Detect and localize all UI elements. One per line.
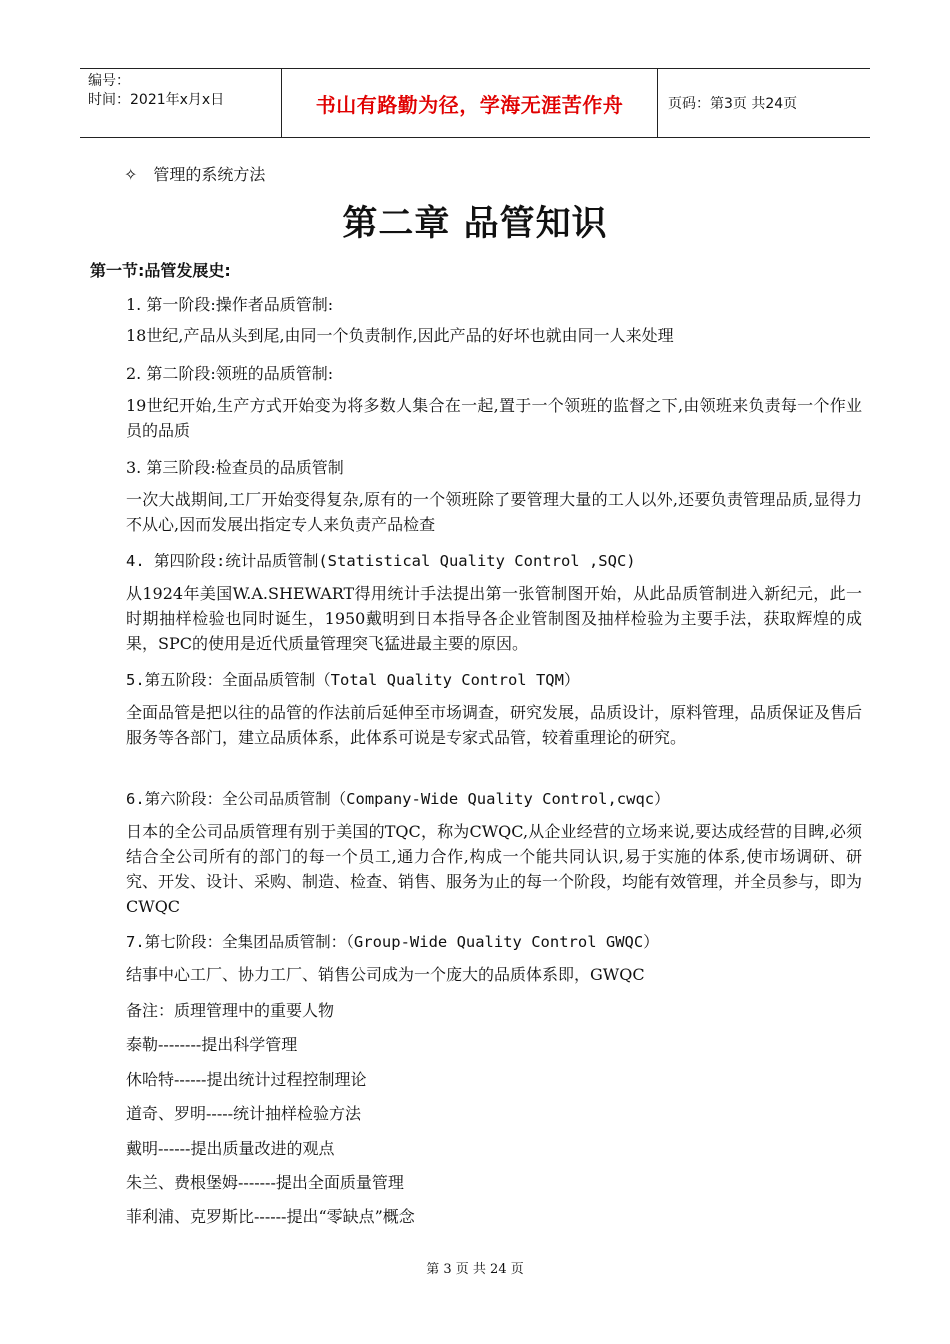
person-entry: 休哈特------提出统计过程控制理论 <box>126 1070 367 1089</box>
person-entry: 戴明------提出质量改进的观点 <box>126 1139 335 1158</box>
person-entry: 道奇、罗明-----统计抽样检验方法 <box>126 1104 362 1123</box>
header-motto: 书山有路勤为径，学海无涯苦作舟 <box>282 69 658 137</box>
notes-title: 备注：质理管理中的重要人物 <box>126 1001 335 1020</box>
stage-1-heading: 1. 第一阶段:操作者品质管制: <box>126 295 334 314</box>
document-number-label: 编号： <box>88 73 130 89</box>
document-date: 时间：2021年x月x日 <box>88 92 225 108</box>
stage-7-heading: 7.第七阶段：全集团品质管制：（Group-Wide Quality Control GWQC） <box>126 933 659 951</box>
stage-2-heading: 2. 第二阶段:领班的品质管制: <box>126 364 334 383</box>
page-header <box>80 68 870 138</box>
page-footer: 第 3 页 共 24 页 <box>426 1262 524 1277</box>
person-entry: 菲利浦、克罗斯比------提出“零缺点”概念 <box>126 1207 415 1226</box>
stage-5-heading: 5.第五阶段：全面品质管制（Total Quality Control TQM） <box>126 671 580 689</box>
chapter-title: 第二章 品管知识 <box>342 204 608 244</box>
section-title: 第一节:品管发展史: <box>90 261 231 280</box>
stage-2-body: 19世纪开始,生产方式开始变为将多数人集合在一起,置于一个领班的监督之下,由领班来负责每一个作业员的品质 <box>126 396 862 440</box>
person-entry: 朱兰、费根堡姆-------提出全面质量管理 <box>126 1173 404 1192</box>
header-meta <box>80 69 282 137</box>
stage-6-heading: 6.第六阶段：全公司品质管制（Company-Wide Quality Control,cwqc） <box>126 790 670 808</box>
stage-4-heading: 4. 第四阶段:统计品质管制(Statistical Quality Control ,SQC) <box>126 552 636 570</box>
stage-1-body: 18世纪,产品从头到尾,由同一个负责制作,因此产品的好坏也就由同一人来处理 <box>126 326 674 345</box>
diamond-outline-icon: ✧ <box>124 165 138 184</box>
stage-3-body: 一次大战期间,工厂开始变得复杂,原有的一个领班除了要管理大量的工人以外,还要负责管理品质,显得力不从心,因而发展出指定专人来负责产品检查 <box>126 490 862 534</box>
stage-3-heading: 3. 第三阶段:检查员的品质管制 <box>126 458 344 477</box>
stage-5-body: 全面品管是把以往的品管的作法前后延伸至市场调查，研究发展，品质设计，原料管理，品质保证及售后服务等各部门，建立品质体系，此体系可说是专家式品管，较着重理论的研究。 <box>126 703 863 747</box>
stage-6-body: 日本的全公司品质管理有别于美国的TQC，称为CWQC,从企业经营的立场来说,要达成经营的目睥,必须结合全公司所有的部门的每一个员工,通力合作,构成一个能共同认识,易于实施的体系,使市场调研、研究、开发、设计、采购、制造、检查、销售、服务为止的每一个阶段，均能有效管理，并全员参与，即为CWQC <box>126 822 863 916</box>
topic-line <box>124 162 265 185</box>
topic-text: 管理的系统方法 <box>153 165 266 184</box>
person-entry: 泰勒--------提出科学管理 <box>126 1035 298 1054</box>
stage-4-body: 从1924年美国W.A.SHEWART得用统计手法提出第一张管制图开始，从此品质管制进入新纪元，此一时期抽样检验也同时诞生，1950戴明到日本指导各企业管制图及抽样检验为主要手法，获取辉煌的成果，SPC的使用是近代质量管理突飞猛进最主要的原因。 <box>126 584 862 653</box>
header-page-info: 页码：第3页 共24页 <box>668 96 798 112</box>
stage-7-body: 结事中心工厂、协力工厂、销售公司成为一个庞大的品质体系即，GWQC <box>126 965 645 984</box>
